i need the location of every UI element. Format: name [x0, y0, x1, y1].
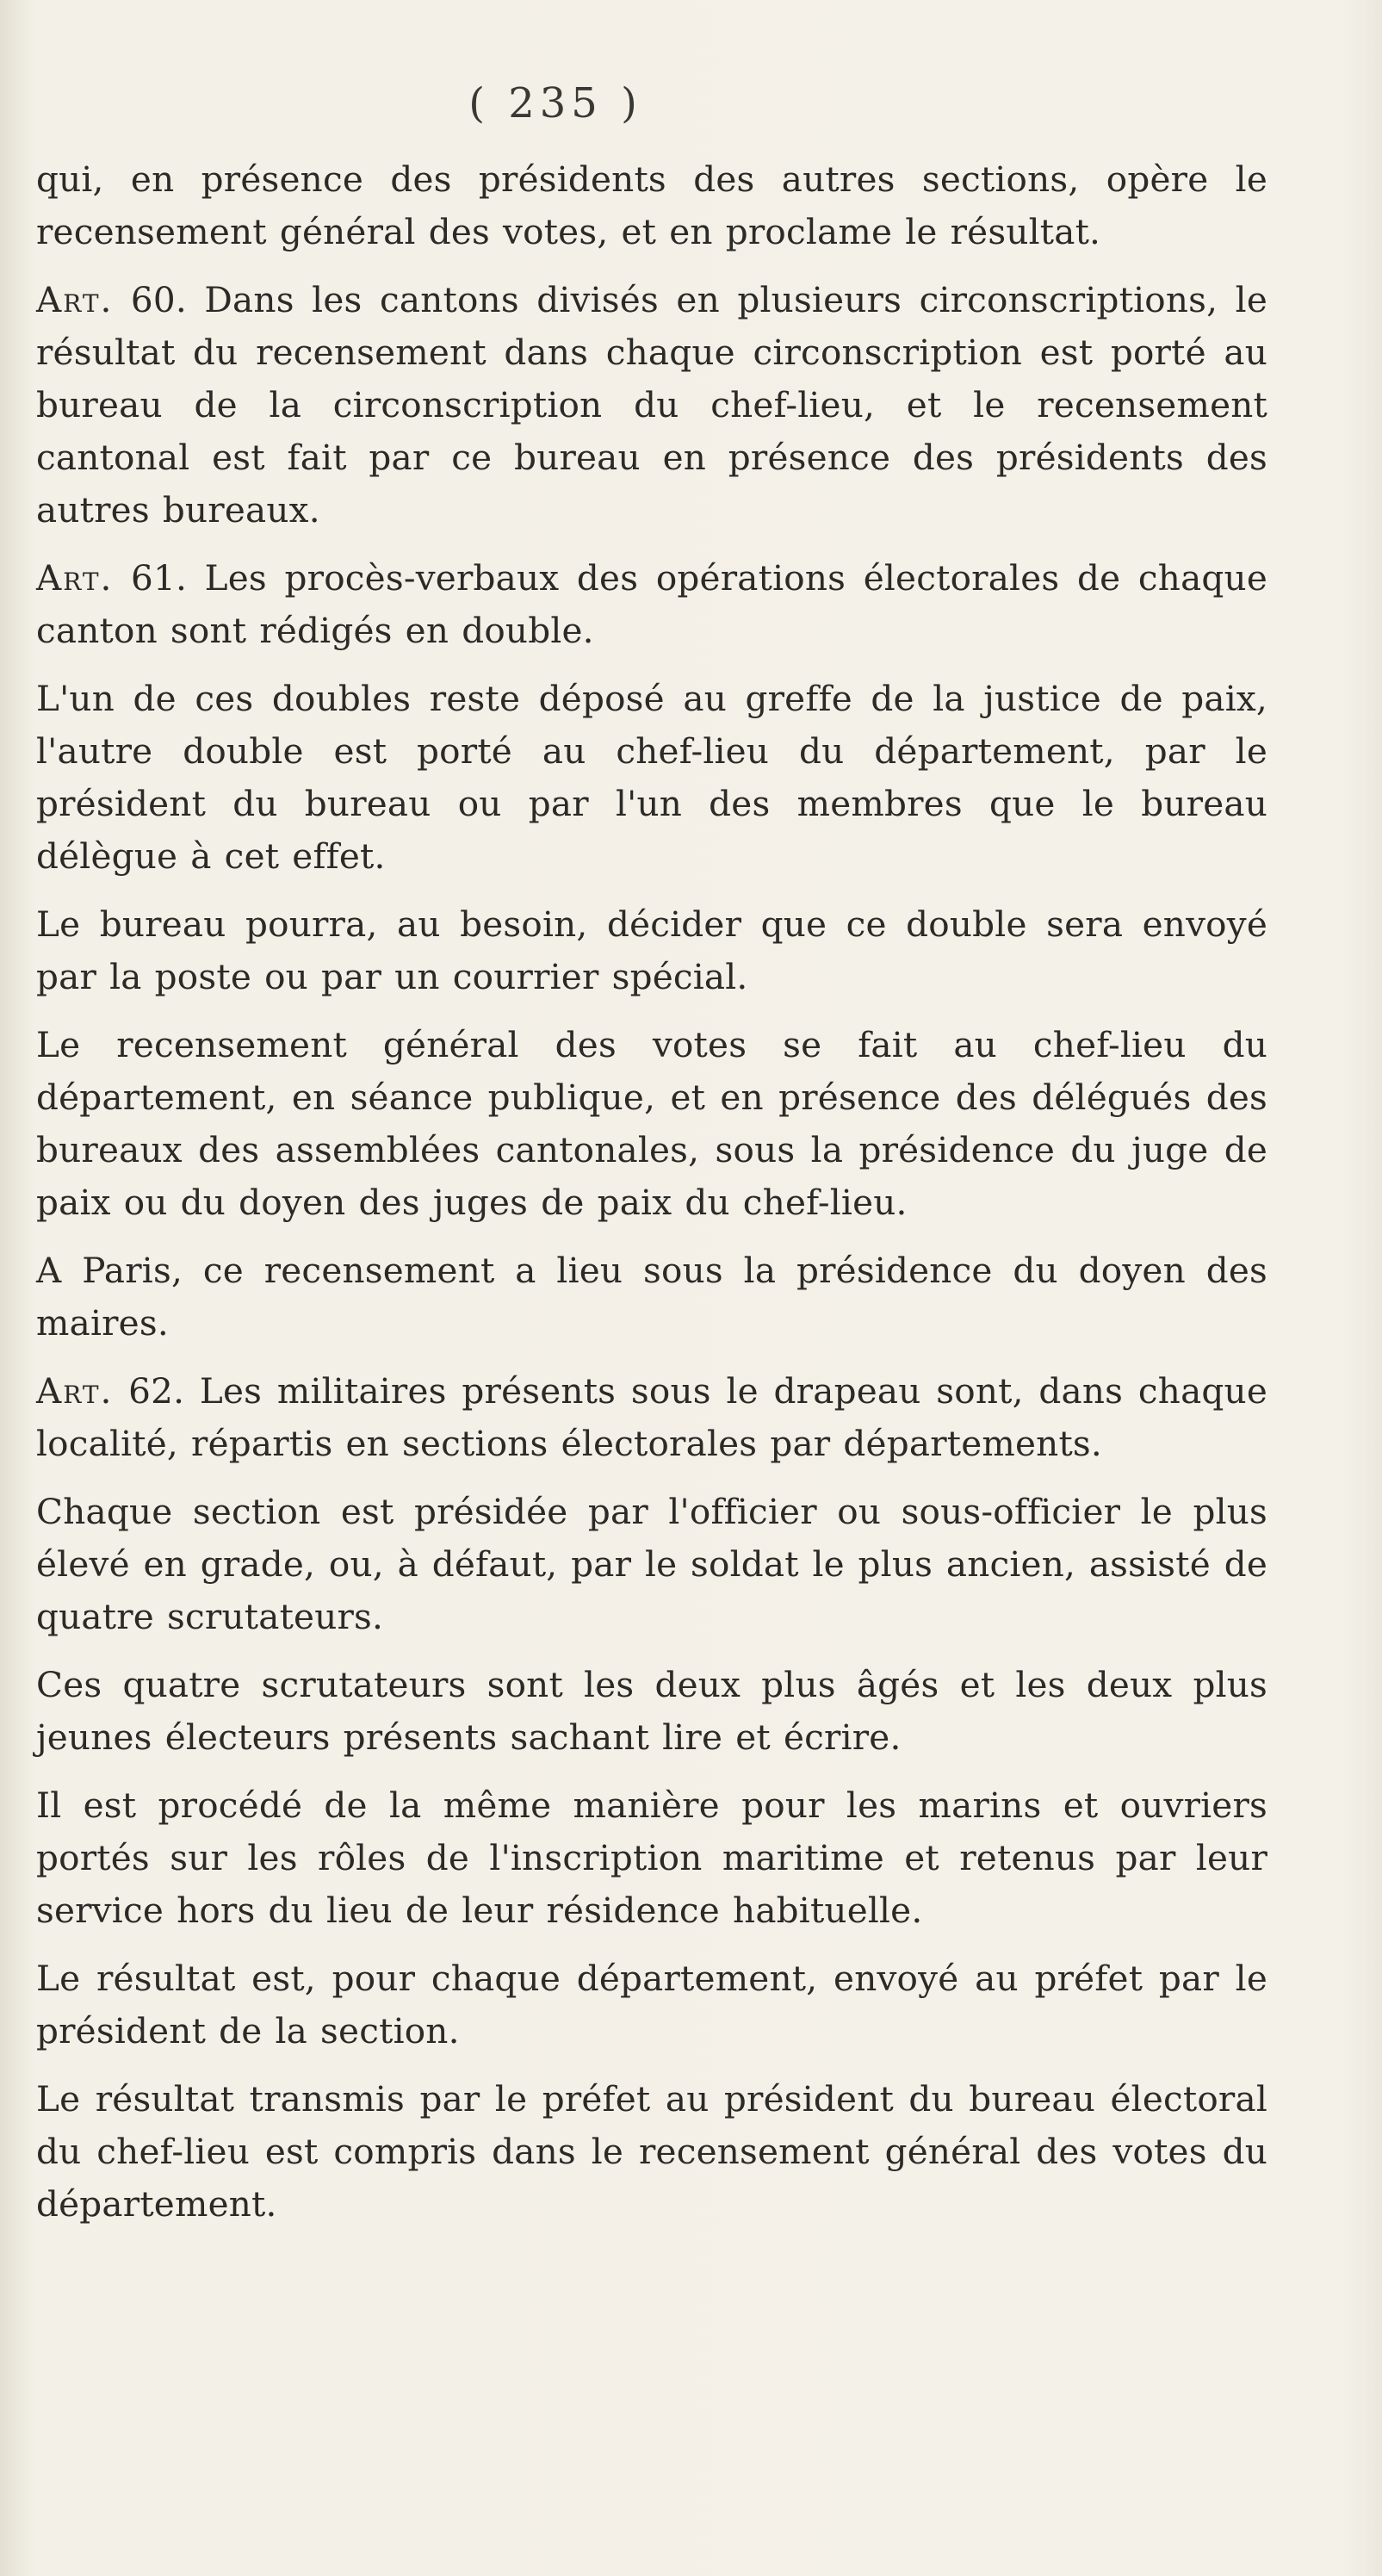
paragraph: [36, 673, 1267, 883]
article-label: Art.: [36, 557, 114, 599]
page-number: ( 235 ): [468, 79, 642, 127]
paragraph-text: 60. Dans les cantons divisés en plusieurs circonscriptions, le résultat du recensement dans chaque circonscription est porté au bureau de la circonscription du chef-lieu, et le recensement cantonal est fait par ce bureau en présence des présidents des autres bureaux.: [36, 279, 1267, 531]
article-label: Art.: [36, 279, 114, 320]
paragraph: [36, 1019, 1267, 1229]
paragraph-text: Le résultat est, pour chaque département, envoyé au préfet par le président de la section.: [36, 1958, 1267, 2051]
paragraph: [36, 1659, 1267, 1764]
paragraph-text: Le résultat transmis par le préfet au président du bureau électoral du chef-lieu est compris dans le recensement général des votes du département.: [36, 2078, 1267, 2225]
paragraph-text: Il est procédé de la même manière pour les marins et ouvriers portés sur les rôles de l'inscription maritime et retenus par leur service hors du lieu de leur résidence habituelle.: [36, 1785, 1267, 1931]
paragraph-text: Chaque section est présidée par l'officier ou sous-officier le plus élevé en grade, ou, à défaut, par le soldat le plus ancien, assisté de quatre scrutateurs.: [36, 1491, 1267, 1637]
paragraph-text: Le recensement général des votes se fait au chef-lieu du département, en séance publique, et en présence des délégués des bureaux des assemblées cantonales, sous la présidence du juge de paix ou du doyen des juges de paix du chef-lieu.: [36, 1024, 1267, 1223]
paragraph-text: Ces quatre scrutateurs sont les deux plus âgés et les deux plus jeunes électeurs présents sachant lire et écrire.: [36, 1664, 1267, 1758]
paragraph-text: A Paris, ce recensement a lieu sous la présidence du doyen des maires.: [36, 1250, 1267, 1344]
article-62: [36, 1365, 1267, 1470]
paragraph: [36, 2073, 1267, 2231]
paragraph: [36, 898, 1267, 1003]
paragraph-text: 62. Les militaires présents sous le drapeau sont, dans chaque localité, répartis en sections électorales par départements.: [36, 1370, 1267, 1464]
article-label: Art.: [36, 1370, 114, 1412]
paragraph: [36, 1952, 1267, 2058]
article-60: [36, 274, 1267, 537]
paragraph-text: L'un de ces doubles reste déposé au greffe de la justice de paix, l'autre double est porté au chef-lieu du département, par le président du bureau ou par l'un des membres que le bureau délègue à cet effet.: [36, 678, 1267, 877]
paragraph-text: Le bureau pourra, au besoin, décider que ce double sera envoyé par la poste ou par un courrier spécial.: [36, 903, 1267, 997]
body-text: [36, 153, 1267, 2246]
paragraph: [36, 1486, 1267, 1643]
paragraph-text: 61. Les procès-verbaux des opérations électorales de chaque canton sont rédigés en double.: [36, 557, 1267, 651]
article-61: [36, 552, 1267, 657]
paragraph: [36, 1245, 1267, 1350]
paragraph-text: qui, en présence des présidents des autres sections, opère le recensement général des votes, et en proclame le résultat.: [36, 158, 1267, 252]
paragraph: [36, 1779, 1267, 1937]
paragraph: [36, 153, 1267, 258]
